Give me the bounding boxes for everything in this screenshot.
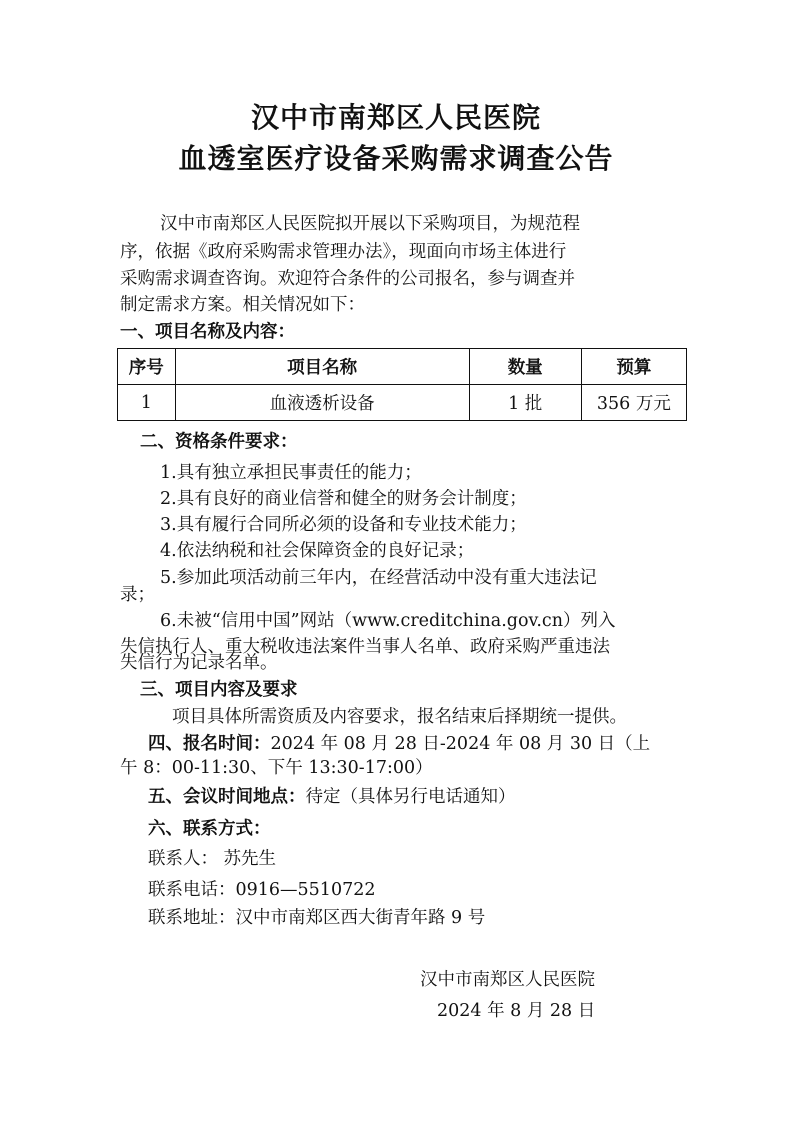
signature-date: 2024 年 8 月 28 日 — [437, 1001, 596, 1021]
section-3-heading: 三、项目内容及要求 — [140, 680, 298, 700]
cell-budget: 356 万元 — [581, 385, 686, 421]
cell-seq: 1 — [118, 385, 176, 421]
requirement-5-cont: 录； — [120, 585, 155, 605]
intro-line-2: 序，依据《政府采购需求管理办法》，现面向市场主体进行 — [120, 242, 567, 262]
section-2-heading: 二、资格条件要求： — [140, 432, 298, 452]
table-row — [118, 385, 687, 421]
intro-line-1: 汉中市南郑区人民医院拟开展以下采购项目，为规范程 — [160, 214, 580, 234]
contact-person: 联系人： 苏先生 — [148, 849, 277, 869]
section-5-text: 待定（具体另行电话通知） — [305, 787, 516, 807]
title-announcement: 血透室医疗设备采购需求调查公告 — [178, 142, 614, 175]
requirement-3: 3.具有履行合同所必须的设备和专业技术能力； — [160, 515, 527, 535]
requirement-4: 4.依法纳税和社会保障资金的良好记录； — [160, 541, 475, 561]
table-header-row — [118, 349, 687, 385]
requirement-2: 2.具有良好的商业信誉和健全的财务会计制度； — [160, 489, 527, 509]
section-4-text-cont: 午 8：00-11:30、下午 13:30-17:00） — [120, 758, 433, 778]
cell-project-name: 血液透析设备 — [175, 385, 469, 421]
section-3-text: 项目具体所需资质及内容要求，报名结束后择期统一提供。 — [172, 707, 627, 727]
requirement-6-cont-1: 失信执行人、重大税收违法案件当事人名单、政府采购严重违法 — [120, 637, 610, 657]
header-project-name: 项目名称 — [175, 349, 469, 385]
header-quantity: 数量 — [469, 349, 581, 385]
requirement-6: 6.未被“信用中国”网站（www.creditchina.gov.cn）列入 — [160, 611, 616, 631]
requirement-6-cont-2: 失信行为记录名单。 — [120, 653, 278, 673]
section-5-row — [148, 783, 716, 811]
section-6-heading: 六、联系方式： — [148, 819, 271, 839]
requirement-1: 1.具有独立承担民事责任的能力； — [160, 463, 422, 483]
intro-line-3: 采购需求调查咨询。欢迎符合条件的公司报名，参与调查并 — [120, 269, 575, 289]
header-seq: 序号 — [118, 349, 176, 385]
contact-address: 联系地址：汉中市南郑区西大街青年路 9 号 — [148, 908, 486, 928]
title-hospital: 汉中市南郑区人民医院 — [250, 101, 541, 134]
section-4-text: 2024 年 08 月 28 日-2024 年 08 月 30 日（上 — [270, 734, 651, 754]
header-budget: 预算 — [581, 349, 686, 385]
contact-phone: 联系电话：0916—5510722 — [148, 880, 376, 900]
intro-line-4: 制定需求方案。相关情况如下： — [120, 295, 365, 315]
project-table — [117, 348, 687, 421]
section-4-label: 四、报名时间： — [148, 734, 271, 754]
requirement-5: 5.参加此项活动前三年内，在经营活动中没有重大违法记 — [160, 568, 597, 588]
signature-organization: 汉中市南郑区人民医院 — [420, 970, 595, 990]
cell-quantity: 1 批 — [469, 385, 581, 421]
section-1-heading: 一、项目名称及内容： — [120, 322, 295, 342]
section-5-label: 五、会议时间地点： — [148, 787, 306, 807]
